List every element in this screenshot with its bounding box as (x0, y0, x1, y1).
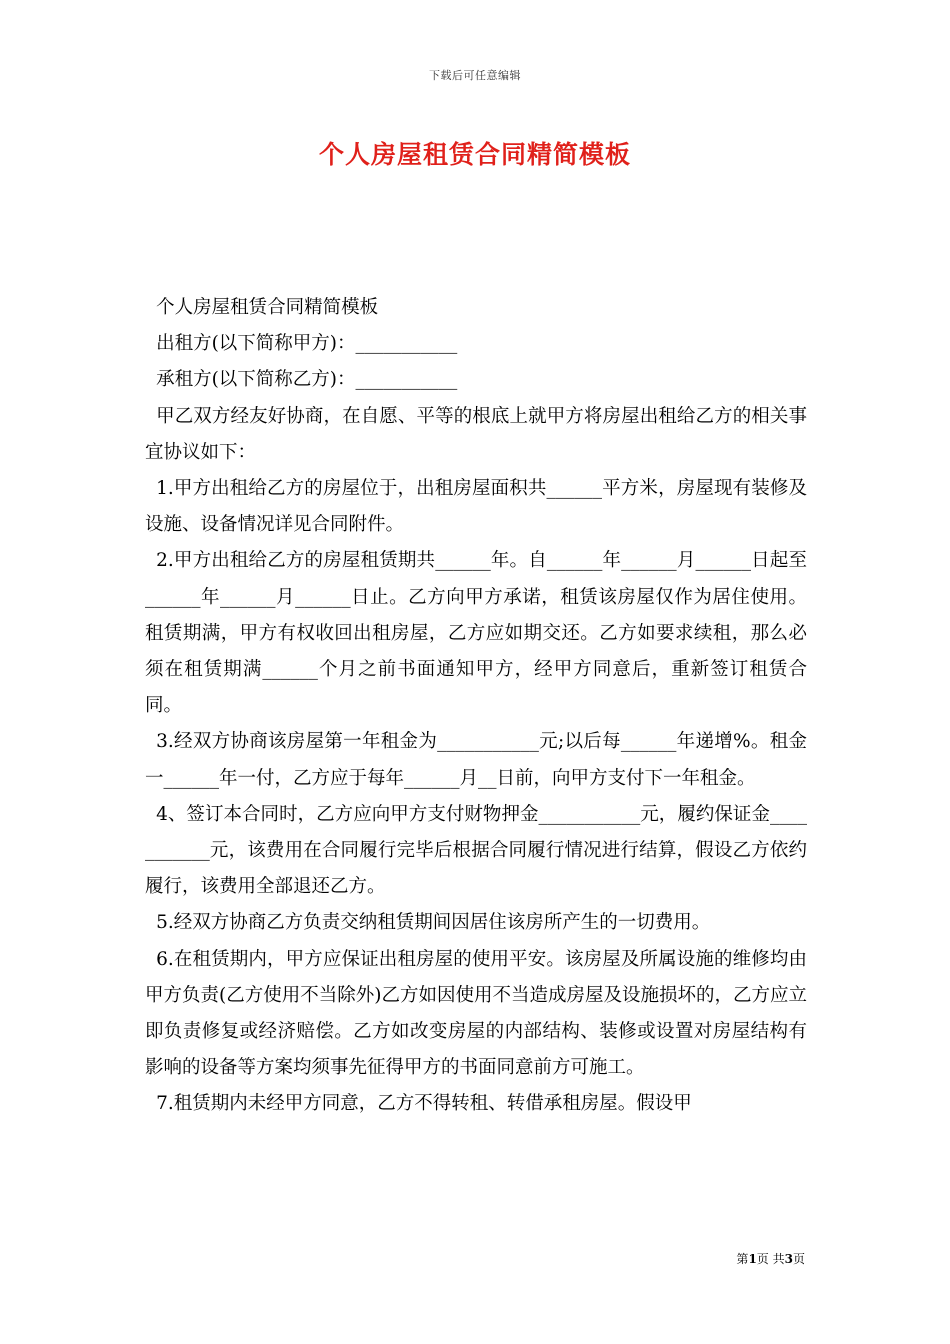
page-header: 下载后可任意编辑 (429, 69, 521, 82)
lessor-line: 出租方(以下简称甲方)：___________ (156, 333, 458, 355)
clause-5: 5.经双方协商乙方负责交纳租赁期间因居住该房所产生的一切费用。 (156, 912, 711, 934)
clause-1: 1.甲方出租给乙方的房屋位于，出租房屋面积共______平方米，房屋现有装修及设施、设备情况详见合同附件。 (145, 478, 807, 536)
total-pages-number: 3 (784, 1252, 793, 1266)
document-body (145, 290, 807, 1123)
current-page-number: 1 (748, 1252, 757, 1266)
lessee-line: 承租方(以下简称乙方)：___________ (156, 369, 458, 391)
document-title: 个人房屋租赁合同精简模板 (318, 140, 631, 169)
clause-4: 4、签订本合同时，乙方应向甲方支付财物押金___________元，履约保证金___________元，该费用在合同履行完毕后根据合同履行情况进行结算，假设乙方依约履行，该费用全部退还乙方。 (145, 803, 807, 898)
clause-7: 7.租赁期内未经甲方同意，乙方不得转租、转借承租房屋。假设甲 (156, 1093, 692, 1115)
preamble-paragraph: 甲乙双方经友好协商，在自愿、平等的根底上就甲方将房屋出租给乙方的相关事宜协议如下： (145, 405, 807, 463)
page-number-suffix: 页 (792, 1252, 805, 1266)
page-number-middle: 页 共 (756, 1252, 785, 1266)
page-number (736, 1250, 805, 1267)
clause-2: 2.甲方出租给乙方的房屋租赁期共______年。自______年______月______日起至______年______月______日止。乙方向甲方承诺，租赁该房屋仅作为居住使用。租赁期满，甲方有权收回出租房屋，乙方应如期交还。乙方如要求续租，那么必须在租赁期满______个月之前书面通知甲方，经甲方同意后，重新签订租赁合同。 (145, 550, 807, 717)
body-heading: 个人房屋租赁合同精简模板 (156, 297, 379, 318)
clause-6: 6.在租赁期内，甲方应保证出租房屋的使用平安。该房屋及所属设施的维修均由甲方负责(乙方使用不当除外)乙方如因使用不当造成房屋及设施损坏的，乙方应立即负责修复或经济赔偿。乙方如改变房屋的内部结构、装修或设置对房屋结构有影响的设备等方案均须事先征得甲方的书面同意前方可施工。 (145, 948, 807, 1079)
page-number-prefix: 第 (736, 1252, 749, 1266)
clause-3: 3.经双方协商该房屋第一年租金为___________元;以后每______年递增%。租金一______年一付，乙方应于每年______月__日前，向甲方支付下一年租金。 (145, 731, 807, 789)
